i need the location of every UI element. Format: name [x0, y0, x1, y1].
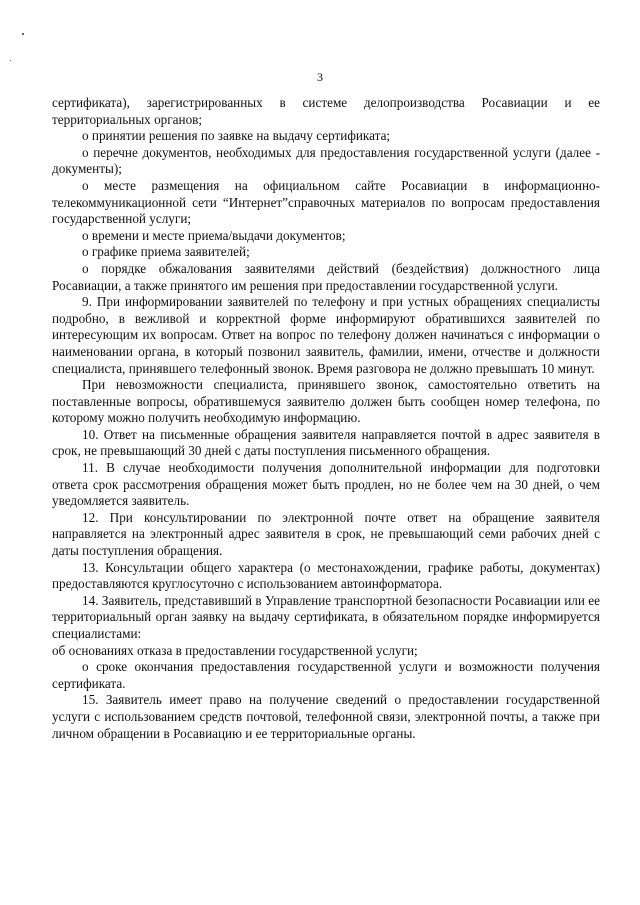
list-item-documents: о перечне документов, необходимых для предоставления государственной услуги (далее - документы);: [52, 144, 600, 177]
list-item-appeal: о порядке обжалования заявителями действий (бездействия) должностного лица Росавиации, а также принятого им решения при предоставлении государственной услуги.: [52, 260, 600, 293]
paragraph-9: 9. При информировании заявителей по телефону и при устных обращениях специалисты подробно, в вежливой и корректной форме информируют обратившихся заявителей по интересующим их вопросам. Ответ на вопрос по телефону должен начинаться с информации о наименовании органа, в который позвонил заявитель, фамилии, имени, отчестве и должности специалиста, принявшего телефонный звонок. Время разговора не должно превышать 10 минут.: [52, 294, 600, 376]
list-item-website: о месте размещения на официальном сайте Росавиации в информационно-телекоммуникационной сети “Интернет”справочных материалов по вопросам предоставления государственной услуги;: [52, 177, 600, 227]
paragraph-continuation: сертификата), зарегистрированных в системе делопроизводства Росавиации и ее территориальных органов;: [52, 95, 600, 127]
paragraph-9-continued: При невозможности специалиста, принявшего звонок, самостоятельно ответить на поставленные вопросы, обратившемуся заявителю должен быть сообщен номер телефона, по которому можно получить необходимую информацию.: [52, 377, 600, 426]
scan-speck: [10, 60, 11, 61]
paragraph-15: 15. Заявитель имеет право на получение сведений о предоставлении государственной услуги с использованием средств почтовой, телефонной связи, электронной почты, а также при личном обращении в Росавиацию и ее территориальные органы.: [52, 692, 600, 741]
paragraph-12: 12. При консультировании по электронной почте ответ на обращение заявителя направляется на электронный адрес заявителя в срок, не превышающий семи рабочих дней с даты поступления обращения.: [52, 509, 600, 559]
list-item-time-place: о времени и месте приема/выдачи документов;: [82, 227, 346, 243]
page-number: 3: [317, 70, 323, 84]
paragraph-13: 13. Консультации общего характера (о местонахождении, графике работы, документах) предоставляются круглосуточно с использованием автоинформатора.: [52, 559, 600, 592]
list-item-refusal-grounds: об основаниях отказа в предоставлении государственной услуги;: [52, 642, 418, 658]
paragraph-14: 14. Заявитель, представивший в Управление транспортной безопасности Росавиации или ее территориальный орган заявку на выдачу сертификата, в обязательном порядке информируется специалистами:: [52, 592, 600, 641]
paragraph-11: 11. В случае необходимости получения дополнительной информации для подготовки ответа срок рассмотрения обращения может быть продлен, но не более чем на 30 дней, о чем уведомляется заявитель.: [52, 460, 600, 509]
paragraph-10: 10. Ответ на письменные обращения заявителя направляется почтой в адрес заявителя в срок, не превышающий 30 дней с даты поступления письменного обращения.: [52, 426, 600, 459]
scan-speck: [22, 33, 24, 35]
document-body: [52, 95, 600, 742]
list-item-decision: о принятии решения по заявке на выдачу сертификата;: [82, 128, 391, 144]
list-item-deadline: о сроке окончания предоставления государственной услуги и возможности получения сертификата.: [52, 659, 600, 691]
list-item-schedule: о графике приема заявителей;: [82, 244, 250, 260]
